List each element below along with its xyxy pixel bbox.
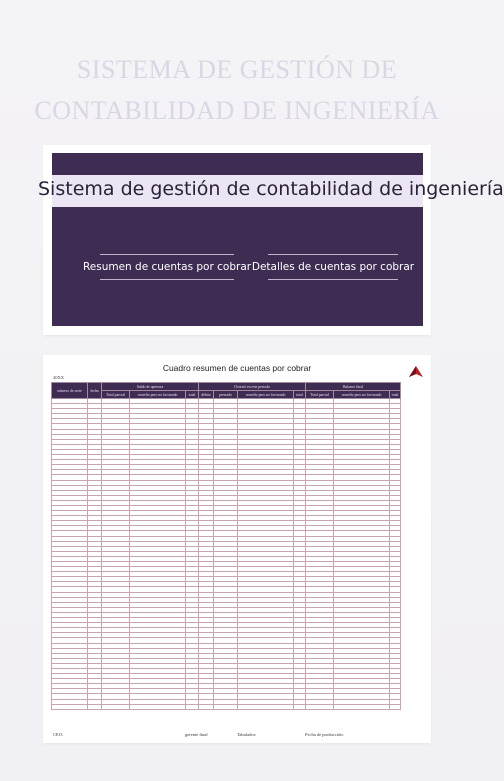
cover-page [38,153,504,326]
table-row [52,704,401,709]
column-header: total [390,391,401,399]
table-cell [88,704,102,709]
footer-manager: gerente final [185,732,208,737]
footer-ceo: CEO: [53,732,64,737]
sheet-preview-card[interactable] [43,355,431,743]
table-cell [238,704,294,709]
page-title-line-1: SISTEMA DE GESTIÓN DE [76,55,398,84]
table-body [52,399,401,710]
column-header: fecha [88,383,102,399]
table-cell [390,704,401,709]
table-cell [130,704,186,709]
group-header: Ocurrió en este periodo [199,383,306,391]
table-cell [306,704,334,709]
column-header: resuelto pero no facturado [238,391,294,399]
footer-tabulator: Tabulador: [237,732,257,737]
column-header: resuelto pero no facturado [130,391,186,399]
table-cell [334,704,390,709]
cover-banner [38,175,504,207]
column-header: prestado [214,391,238,399]
column-header: Total parcial [306,391,334,399]
table-cell [102,704,130,709]
table-cell [52,704,88,709]
details-link-button[interactable]: Detalles de cuentas por cobrar [268,254,398,280]
column-header: Total parcial [102,391,130,399]
column-header: total [186,391,199,399]
cover-preview-card[interactable] [38,145,504,335]
table-cell [294,704,306,709]
receivables-table [51,382,400,710]
column-header: total [294,391,306,399]
summary-link-button[interactable]: Resumen de cuentas por cobrar [100,254,234,280]
page-title-line-2: CONTABILIDAD DE INGENIERÍA [34,96,440,125]
mountain-logo-icon [409,366,423,377]
group-header: Saldo de apertura [102,383,199,391]
sheet-title: Cuadro resumen de cuentas por cobrar [162,363,312,373]
cover-banner-text: Sistema de gestión de contabilidad de ingeniería [38,178,504,200]
sheet-year: 20XX [53,375,64,380]
column-header: débito [199,391,214,399]
column-header: resuelto pero no facturado [334,391,390,399]
group-header: Balance final [306,383,401,391]
footer-production-date: Fecha de producción: [305,732,344,737]
column-header: número de serie [52,383,88,399]
table-cell [214,704,238,709]
table-cell [199,704,214,709]
table-cell [186,704,199,709]
